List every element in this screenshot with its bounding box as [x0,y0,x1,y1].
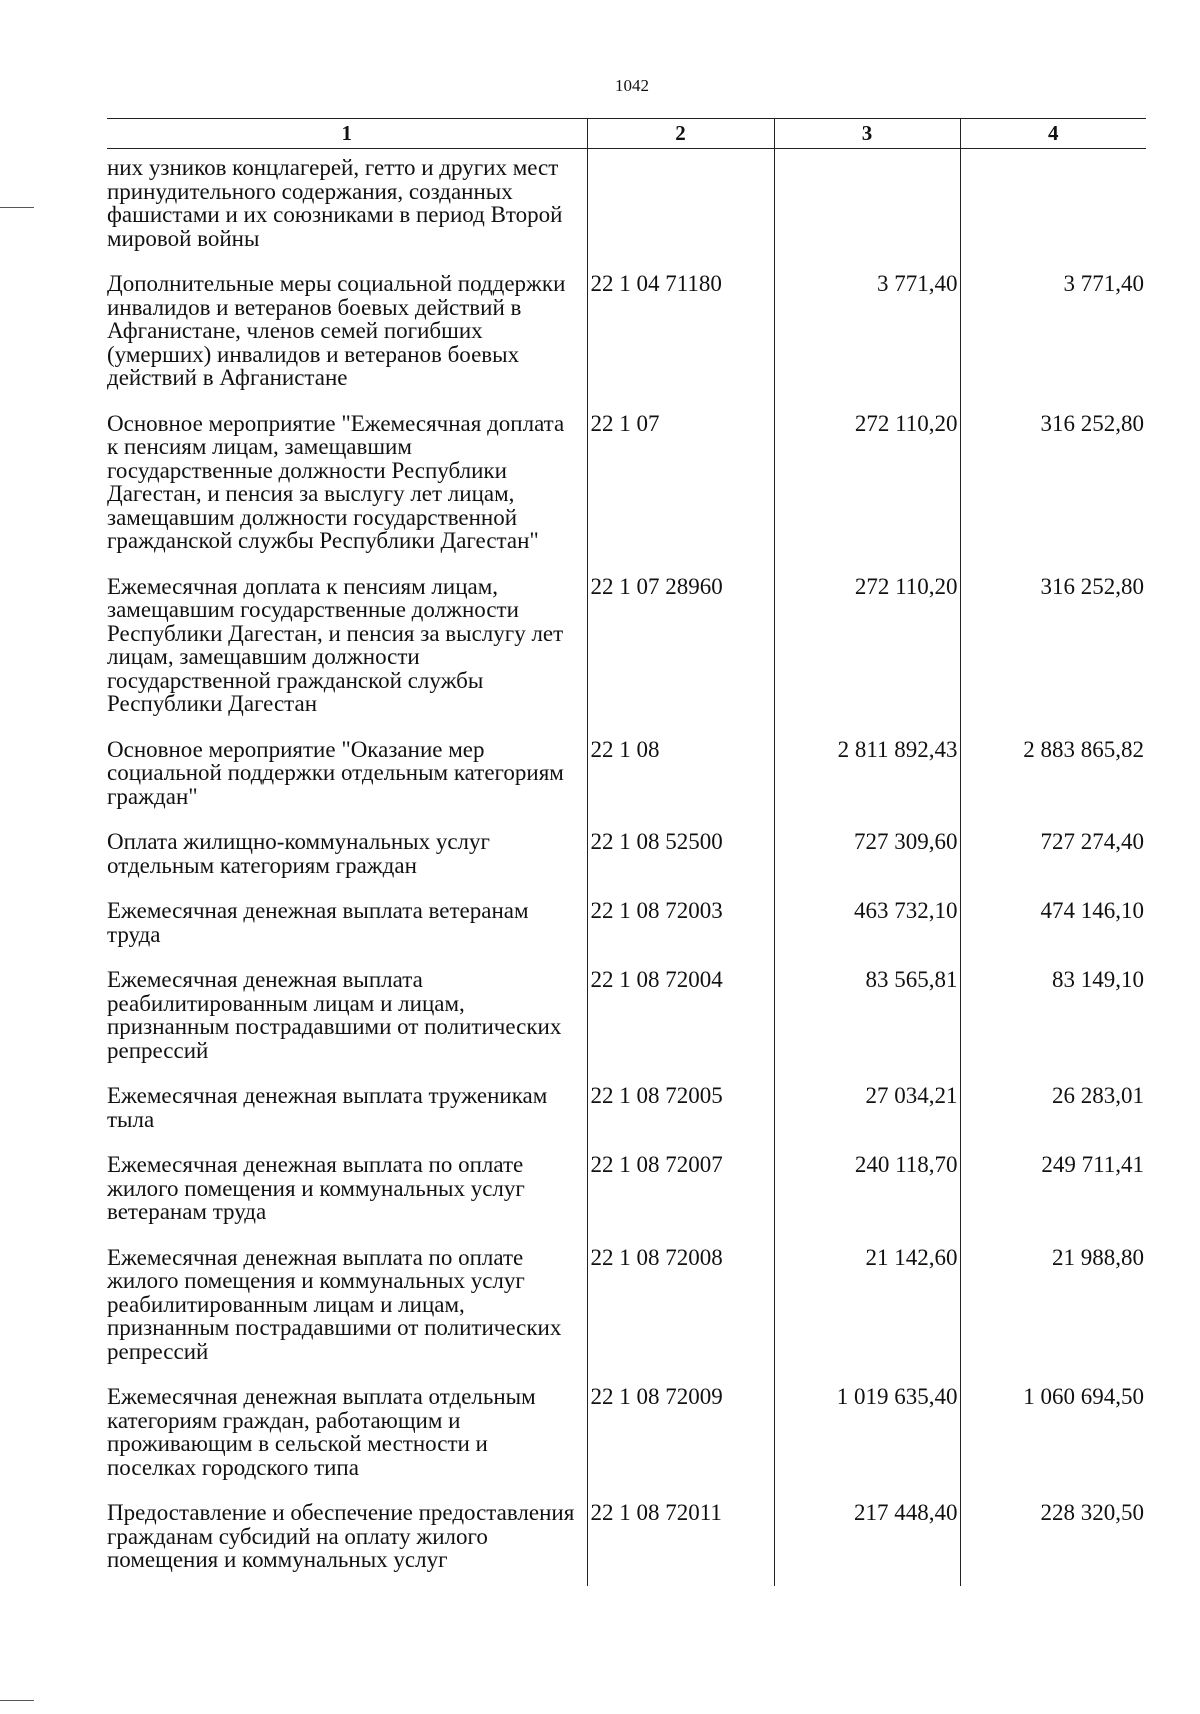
row-name: Ежемесячная денежная выплата отдельным категориям граждан, работающим и проживающим в сельской местности и поселках городского типа [107,1384,536,1480]
row-name: Предоставление и обеспечение предоставления гражданам субсидий на оплату жилого помещения и коммунальных услуг [107,1500,575,1572]
table-row [107,149,1146,265]
row-value-col4: 316 252,80 [960,404,1146,567]
table-row [107,730,1146,823]
row-value-col3: 21 142,60 [774,1238,960,1378]
row-value-col4: 1 060 694,50 [960,1377,1146,1493]
row-value-col4: 21 988,80 [960,1238,1146,1378]
row-value-col3: 272 110,20 [774,567,960,730]
row-code: 22 1 08 52500 [587,822,774,891]
row-code: 22 1 08 72011 [587,1493,774,1586]
row-name: Ежемесячная денежная выплата труженикам тыла [107,1083,548,1132]
column-header-4: 4 [960,119,1146,149]
row-code: 22 1 07 [587,404,774,567]
table-row [107,1145,1146,1238]
column-header-2: 2 [587,119,774,149]
table-row [107,1377,1146,1493]
row-code: 22 1 08 [587,730,774,823]
table-row [107,567,1146,730]
header-row [107,119,1146,149]
row-name: Основное мероприятие "Ежемесячная доплата к пенсиям лицам, замещавшим государственные должности Республики Дагестан, и пенсия за выслугу лет лицам, замещавшим должности государственной гражданской службы Республики Дагестан" [107,410,565,553]
row-name: Ежемесячная денежная выплата по оплате жилого помещения и коммунальных услуг реабилитированным лицам и лицам, признанным пострадавшими от политических репрессий [107,1244,562,1364]
table-row [107,1076,1146,1145]
row-name: них узников концлагерей, гетто и других мест принудительного содержания, созданных фашистами и их союзниками в период Второй мировой войны [107,155,563,251]
row-name: Ежемесячная денежная выплата по оплате жилого помещения и коммунальных услуг ветеранам труда [107,1152,525,1224]
row-value-col4: 83 149,10 [960,960,1146,1076]
row-value-col3: 727 309,60 [774,822,960,891]
row-code: 22 1 08 72003 [587,891,774,960]
row-name: Оплата жилищно-коммунальных услуг отдельным категориям граждан [107,829,490,878]
row-value-col4 [960,149,1146,265]
row-value-col3: 1 019 635,40 [774,1377,960,1493]
row-value-col4: 228 320,50 [960,1493,1146,1586]
row-value-col4: 2 883 865,82 [960,730,1146,823]
table-row [107,1238,1146,1378]
row-value-col4: 26 283,01 [960,1076,1146,1145]
row-code: 22 1 08 72005 [587,1076,774,1145]
page-number: 1042 [615,76,649,95]
row-value-col3: 240 118,70 [774,1145,960,1238]
table-row [107,264,1146,404]
margin-mark [0,1700,34,1701]
row-value-col4: 249 711,41 [960,1145,1146,1238]
table-row [107,960,1146,1076]
row-code: 22 1 07 28960 [587,567,774,730]
row-value-col3: 463 732,10 [774,891,960,960]
column-header-1: 1 [107,119,587,149]
row-value-col4: 474 146,10 [960,891,1146,960]
row-name: Ежемесячная доплата к пенсиям лицам, замещавшим государственные должности Республики Дагестан, и пенсия за выслугу лет лицам, замещавшим должности государственной гражданской службы Республики Дагестан [107,573,564,716]
row-code: 22 1 08 72004 [587,960,774,1076]
table-row [107,891,1146,960]
row-value-col3: 83 565,81 [774,960,960,1076]
table-row [107,1493,1146,1586]
row-code [587,149,774,265]
row-name: Дополнительные меры социальной поддержки инвалидов и ветеранов боевых действий в Афганистане, членов семей погибших (умерших) инвалидов и ветеранов боевых действий в Афганистане [107,271,566,390]
row-value-col4: 3 771,40 [960,264,1146,404]
row-value-col4: 316 252,80 [960,567,1146,730]
row-code: 22 1 08 72008 [587,1238,774,1378]
table-row [107,404,1146,567]
column-header-3: 3 [774,119,960,149]
row-name: Основное мероприятие "Оказание мер социальной поддержки отдельным категориям граждан" [107,736,564,809]
row-name: Ежемесячная денежная выплата реабилитированным лицам и лицам, признанным пострадавшими от политических репрессий [107,967,562,1063]
row-name: Ежемесячная денежная выплата ветеранам труда [107,898,529,947]
row-code: 22 1 08 72009 [587,1377,774,1493]
budget-table [107,118,1146,1586]
row-code: 22 1 04 71180 [587,264,774,404]
row-value-col3: 27 034,21 [774,1076,960,1145]
row-value-col3: 2 811 892,43 [774,730,960,823]
table-row [107,822,1146,891]
row-value-col4: 727 274,40 [960,822,1146,891]
row-value-col3 [774,149,960,265]
row-value-col3: 272 110,20 [774,404,960,567]
row-code: 22 1 08 72007 [587,1145,774,1238]
row-value-col3: 3 771,40 [774,264,960,404]
row-value-col3: 217 448,40 [774,1493,960,1586]
margin-mark [0,207,34,208]
